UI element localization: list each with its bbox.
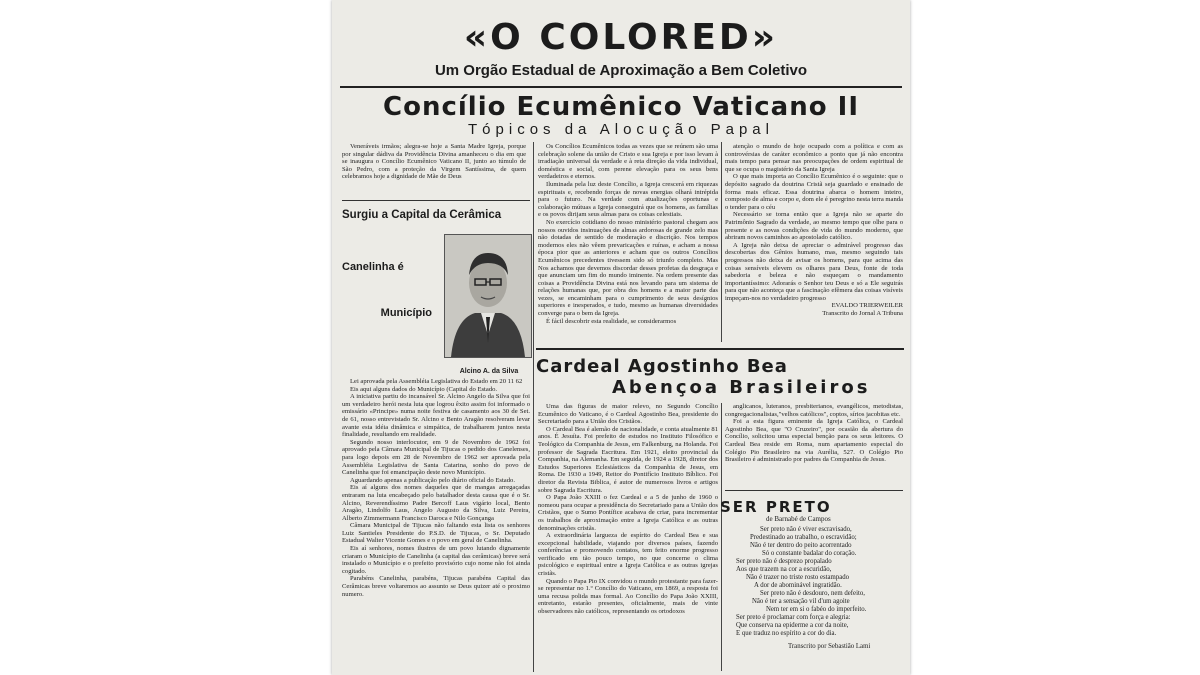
capital-paragraph: Câmara Municipal de Tijucas não faltando esta lista os senhores Luiz Santieles Presidente do P.S.D. de Tijucas, o Sr. Deputado Estadual Walter Vicente Gomes e o povo em geral de Canelinha. <box>342 522 530 545</box>
section-rule <box>342 200 530 201</box>
poem-credit: Transcrito por Sebastião Lami <box>788 643 871 650</box>
lead-column-2 <box>538 143 718 343</box>
poem-line: Ser preto não é desprezo propalado <box>736 558 832 565</box>
bea-paragraph: O Cardeal Bea é alemão de nacionalidade, e conta atualmente 81 anos. É Jesuíta. Foi prefeito de estudos no Instituto Filosófico e Teológico da Companhia de Jesus, em Falkenburg, na Holanda. Foi professor de Sagrada Escritura. Em 1921, eleito provincial da Companhia, na Alemanha. Em seguida, de 1924 a 1928, diretor dos Estudos Superiores Eclesiásticos da Companhia de Jesus, em Roma. De 1930 a 1949, Reitor do Pontifício Instituto Bíblico. Foi diretor da Revista Biblica, é autor de numerosos livros e artigos sobre Sagrada Escritura. <box>538 425 718 494</box>
bea-paragraph: Foi a esta figura eminente da Igreja Católica, o Cardeal Agostinho Bea, que "O Cruzeiro", por ocasião da abertura do Concílio, solicitou uma especial benção para os seus leitores. O Cardeal Bea reside em Roma, num apartamento especial do Colégio Pio Brasileiro na via Aurélia, 527. O Colégio Pio Brasileiro é administrado por padres da Companhia de Jesus. <box>725 418 903 464</box>
poem-line: Predestinado ao trabalho, o escravidão; <box>750 534 857 541</box>
lead-headline: Concílio Ecumênico Vaticano II <box>383 92 859 122</box>
poem-line: Aos que trazem na cor a escuridão, <box>736 566 832 573</box>
bea-column-2 <box>725 403 903 483</box>
capital-paragraph: Lei aprovada pela Assembléia Legislativa do Estado em 20 11 62 <box>350 378 523 385</box>
bea-paragraph: Uma das figuras de maior relevo, no Segundo Concílio Ecumênico do Vaticano, é o Cardeal Agostinho Bea, presidente do Secretariado para a União dos Cristãos. <box>538 403 718 426</box>
column-rule <box>721 403 722 671</box>
poem-title: SER PRETO <box>720 498 832 516</box>
poem-line: Não é ter a sensação vil d'um agoite <box>752 598 850 605</box>
lead-paragraph: Iluminada pela luz deste Concílio, a Igreja crescerá em riquezas espirituais e, recebendo forças de novas energias olhará intrépida para o futuro. Na verdade com atualizações oportunas e colaboração mútuas a Igreja conseguirá que os homens, as famílias e os povos dirijam seus almas para os coisas celestiais. <box>538 180 718 219</box>
capital-paragraph: Parabéns Canelinha, parabéns, Tijucas parabéns Capital das Cerâmicas breve voltaremos ao assunto se Deus quizer até o proximo numero. <box>342 575 530 598</box>
capital-side-line-1: Canelinha é <box>342 261 404 273</box>
poem-line: Ser preto não é desdouro, nem defeito, <box>760 590 865 597</box>
capital-paragraph: Eis aí alguns dos nomes daqueles que de mangas arregaçadas entraram na luta encabeçado pelo batalhador desta causa que é o Sr. Alcino, Reverendíssimo Padre Bercoff Laus vigário local, Bento Aragão, Lindolfo Laus, Angelo Augusto da Silva, Luiz Pereira, Alberto Zimmermann Francisco Daroca e Nilo Gonçanga <box>342 484 530 522</box>
bea-paragraph: A extraordinária largueza de espírito do Cardeal Bea e sua excepcional habilidade, viajando por diversos países, fazendo conferências e promovendo contatos, tem feito enorme progresso verificado em tão pouco tempo, no que concerne o clima psicológico e espiritual entre a Igreja Católica e as outras igrejas cristãs. <box>538 532 718 578</box>
poem-line: Não é trazer no triste rosto estampado <box>746 574 850 581</box>
column-rule <box>721 142 722 342</box>
lead-paragraph: É fácil descobrir esta realidade, se considerarmos <box>546 317 677 325</box>
column-rule <box>533 142 534 672</box>
poem-line: Nem ter em si o fabéo do imperfeito. <box>766 606 867 613</box>
photo-caption: Alcino A. da Silva <box>459 368 519 375</box>
bea-paragraph: Quando o Papa Pio IX convidou o mundo protestante para fazer-se representar no 1.º Concílio do Vaticano, em 1869, a resposta foi uma recusa polida mas formal. Ao Concílio do Papa João XXIII, entretanto, estarão presentes, oficialmente, mais de vinte observadores não católicos, representando os ortodoxos <box>538 577 718 616</box>
lead-paragraph: O que mais importa ao Concílio Ecumênico é o seguinte: que o depósito sagrado da doutrina Cristã seja guardado e ensinado de forma mais eficaz. Essa doutrina abarca o homem inteiro, composto de alma e corpo e, dom ele é peregrino nesta terra manda o tender para o céu <box>725 173 903 211</box>
masthead-tagline: Um Orgão Estadual de Aproximação a Bem Coletivo <box>434 62 808 79</box>
bea-paragraph: anglicanos, luteranos, presbiterianos, evangélicos, metodistas, congregacionalistas,"velhos católicos", coptos, sírios jacobitas etc. <box>725 403 903 418</box>
poem-line: Ser preto é proclamar com força e alegria: <box>736 614 851 621</box>
lead-paragraph: atenção o mundo de hoje ocupado com a política e com as controvérsias de caráter econômico a ponto que já não encontra mais tempo para pensar nas preocupações de ordem espiritual de que se ocupa o magistério da Santa Igreja <box>725 143 903 173</box>
portrait-photo <box>444 234 532 358</box>
poem-line: Não é ter dentro do peito acorrentado <box>750 542 852 549</box>
masthead-rule <box>340 86 902 88</box>
poem-line: Ser preto não é viver escravisado, <box>760 526 852 533</box>
lead-paragraph: Os Concílios Ecumênicos todas as vezes que se reúnem são uma celebração solene da união de Cristo e sua Igreja e por isso levam à irradiação universal da verdade e à reta direção da vida individual, doméstica e social, com perene elevação para os seus bens verdadeiros e eternos. <box>538 143 718 181</box>
poem-line: E que traduz no espírito a cor do dia. <box>736 630 837 637</box>
poem-line: Que conserva na epiderme a cor da noite, <box>736 622 849 629</box>
lead-subhead: Tópicos da Alocução Papal <box>468 121 774 138</box>
capital-paragraph: Aguardando apenas a publicação pelo diário oficial do Estado. <box>350 476 515 484</box>
bea-paragraph: O Papa João XXIII o fez Cardeal e a 5 de junho de 1960 o nomeou para ocupar a presidência do Secretariado para a União dos Cristãos, que o Sumo Pontífice acabava de criar, para incrementar os trabalhos de aproximação entre a Igreja Católica e as outras denominações cristãs. <box>538 494 718 532</box>
capital-paragraph: Eis aqui alguns dados do Município (Capital do Estado. <box>350 385 498 393</box>
bea-headline-line-1: Cardeal Agostinho Bea <box>536 356 788 377</box>
lead-paragraph: Necessário se torna então que a Igreja não se aparte do Patrimônio Sagrado da verdade, ao mesmo tempo que olhe para o presente e as novas condições de vida do mundo moderno, que abriram novos caminhos ao apostolado católico. <box>725 211 903 242</box>
bea-headline-line-2: Abençoa Brasileiros <box>612 377 871 398</box>
masthead-title: «O COLORED» <box>463 17 779 58</box>
lead-col1-text: Veneráveis irmãos; alegra-se hoje a Santa Madre Igreja, porque por singular dádiva da Providência Divina amanheceu o dia em que se inaugura o Concílio Ecumênico Vaticano II, junto ao túmulo de São Pedro, com a proteção da Virgem Santíssima, de quem celebramos hoje a dignidade de Mãe de Deus <box>342 143 526 181</box>
section-rule <box>536 348 904 350</box>
capital-headline: Surgiu a Capital da Cerâmica <box>342 209 502 221</box>
capital-body <box>342 378 530 670</box>
newspaper-page <box>332 0 910 675</box>
lead-column-3 <box>725 143 903 343</box>
bea-column-1 <box>538 403 718 671</box>
capital-paragraph: Segundo nosso interlocutor, em 9 de Novembro de 1962 foi aprovado pela Câmara Municipal de Tijucas o pedido dos Canelenses, para logo depois em 28 de Novembro de 1962 ser aprovada pela Assembléia Legislativa de Santa Catarina, sonho do povo de Canelinha que foi emancipação deste novo Município. <box>342 438 530 477</box>
section-rule <box>725 490 903 491</box>
lead-paragraph: A Igreja não deixa de apreciar o admirável progresso das descobertas dos Gênios humano, mas, mesmo seguindo tais progressos não deixa de avisar os homens, para que acima das coisas sensíveis elevem os olhares para Deus, fonte de toda sabedoria e beleza e não esqueçam o mandamento importantíssimo: Adorarás o Senhor teu Deus e só a Ele seguirás para que não aconteça que a fascinação efêmera das coisas visíveis impeçam-nos no verdadeiro progresso <box>725 241 903 302</box>
lead-source: Transcrito do Jornal A Tribuna <box>822 310 903 318</box>
lead-column-1 <box>342 143 526 195</box>
portrait-figure <box>445 235 531 357</box>
poem-author: de Barnabé de Campos <box>766 515 831 523</box>
lead-signature: EVALDO TRIERWEILER <box>831 302 903 310</box>
poem-line: Só o constante badalar do coração. <box>762 550 857 557</box>
capital-paragraph: A iniciativa partiu do incansável Sr. Alcino Angelo da Silva que foi um verdadeiro herói nesta luta que logrou êxito assim foi informado o emissário «Principe» numa noite festiva de casamento aos 30 de Set. de 61, nosso entrevistado Sr. Alcino e Bento Aragão resolveram levar avante esta idéia dinâmica e simpática, de trabalharem juntos nesta finalidade, resultando em realidade. <box>342 393 530 439</box>
capital-side-line-2: Município <box>380 307 432 319</box>
poem-body <box>726 526 906 651</box>
lead-paragraph: No exercício cotidiano do nosso ministério pastoral chegam aos nossos ouvidos insinuações de almas ardorosas de grande zelo mas não dotadas de sentido de moderação e discrição. Nos tempos modernos eles não vêem prevaricações e ruínas, e acham a nossa época pior que as anteriores e acham que os outros Concílios Ecumênicos precedentes tivessem sido só triunfo completo. Mas Nos achamos que devemos discordar desses profetas da desgraça e que anunciam um fim do mundo iminente. Na ordem presente das coisas a Providência Divina está nos levando para um sistema de relações humanas que, por obra dos homens e a maior parte das vezes, se encaminham para o cumprimento de seus desígnios superiores e inesperados, e tudo, mesmo as humanas diversidades converge para o bem da Igreja. <box>538 218 718 318</box>
poem-line: A dor de abominável ingratidão. <box>754 582 842 589</box>
capital-paragraph: Eis aí senhores, nomes ilustres de um povo lutando dignamente criaram o Município de Canelinha (a capital das cerâmicas) breve será instalado o Município e o prefeito provisório cujo nome não foi ainda cogitado. <box>342 545 530 575</box>
